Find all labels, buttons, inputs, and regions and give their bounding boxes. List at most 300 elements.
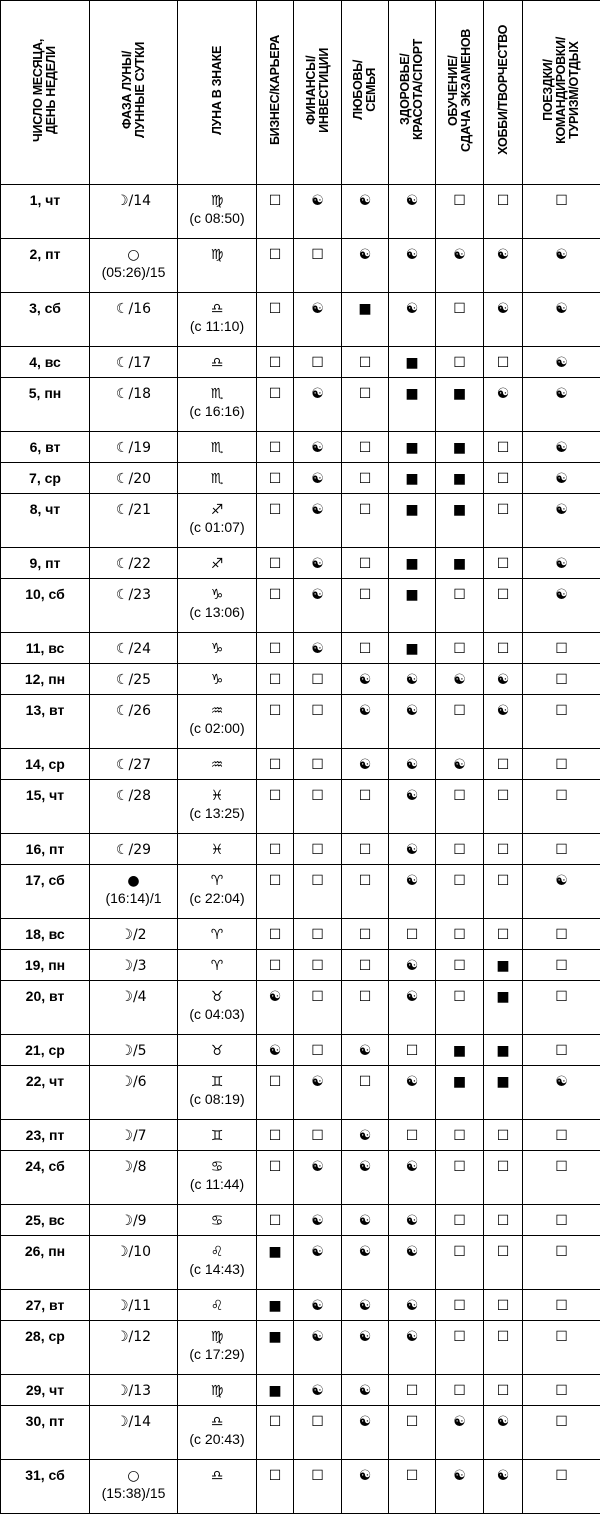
table-row bbox=[1, 865, 600, 919]
love-cell bbox=[342, 347, 389, 378]
love-cell bbox=[342, 1120, 389, 1151]
yin-yang-icon: ☯ bbox=[406, 671, 419, 689]
empty-box-icon: ☐ bbox=[269, 841, 282, 859]
yin-yang-icon: ☯ bbox=[406, 841, 419, 859]
empty-box-icon: ☐ bbox=[269, 702, 282, 720]
zodiac-sign-icon: ♋ bbox=[211, 1213, 224, 1229]
empty-box-icon: ☐ bbox=[269, 385, 282, 403]
col-love-header bbox=[342, 1, 389, 185]
table-row bbox=[1, 780, 600, 834]
love-cell bbox=[342, 981, 389, 1035]
day-cell: 24, сб bbox=[1, 1151, 90, 1205]
moon-sign-cell bbox=[178, 293, 257, 347]
study-cell bbox=[436, 834, 484, 865]
day-cell: 4, вс bbox=[1, 347, 90, 378]
yin-yang-icon: ☯ bbox=[406, 1073, 419, 1091]
study-cell bbox=[436, 865, 484, 919]
yin-yang-icon: ☯ bbox=[359, 1042, 372, 1060]
finance-cell bbox=[294, 664, 342, 695]
day-cell: 7, ср bbox=[1, 463, 90, 494]
yin-yang-icon: ☯ bbox=[311, 385, 324, 403]
love-cell bbox=[342, 1205, 389, 1236]
empty-box-icon: ☐ bbox=[269, 192, 282, 210]
health-cell bbox=[389, 1120, 436, 1151]
study-cell bbox=[436, 1290, 484, 1321]
moon-sign-cell bbox=[178, 633, 257, 664]
moon-phase-cell bbox=[90, 749, 178, 780]
filled-box-icon: ■ bbox=[358, 300, 371, 318]
zodiac-sign-icon: ♍ bbox=[211, 247, 224, 263]
hobby-cell bbox=[484, 981, 523, 1035]
col-health-header bbox=[389, 1, 436, 185]
empty-box-icon: ☐ bbox=[406, 1382, 419, 1400]
study-cell bbox=[436, 1120, 484, 1151]
col-day-header bbox=[1, 1, 90, 185]
study-cell bbox=[436, 950, 484, 981]
filled-box-icon: ■ bbox=[268, 1297, 281, 1315]
moon-phase-value: ☾/25 bbox=[116, 672, 151, 688]
day-cell: 21, ср bbox=[1, 1035, 90, 1066]
column-header-label: ФИНАНСЫ/ ИНВЕСТИЦИИ bbox=[305, 48, 331, 133]
empty-box-icon: ☐ bbox=[453, 192, 466, 210]
empty-box-icon: ☐ bbox=[311, 988, 324, 1006]
travel-cell bbox=[523, 1151, 600, 1205]
yin-yang-icon: ☯ bbox=[359, 1467, 372, 1485]
moon-phase-time: (15:38)/15 bbox=[90, 1485, 177, 1502]
health-cell bbox=[389, 1066, 436, 1120]
travel-cell bbox=[523, 347, 600, 378]
yin-yang-icon: ☯ bbox=[453, 756, 466, 774]
empty-box-icon: ☐ bbox=[359, 555, 372, 573]
health-cell bbox=[389, 919, 436, 950]
day-cell: 22, чт bbox=[1, 1066, 90, 1120]
zodiac-sign-icon: ♈ bbox=[211, 958, 224, 974]
moon-phase-cell bbox=[90, 463, 178, 494]
empty-box-icon: ☐ bbox=[269, 439, 282, 457]
business-cell bbox=[257, 1321, 294, 1375]
day-cell: 8, чт bbox=[1, 494, 90, 548]
hobby-cell bbox=[484, 633, 523, 664]
empty-box-icon: ☐ bbox=[555, 756, 568, 774]
zodiac-sign-icon: ♌ bbox=[211, 1298, 224, 1314]
moon-sign-time: (с 01:07) bbox=[178, 519, 256, 536]
zodiac-sign-icon: ♏ bbox=[211, 386, 224, 402]
filled-box-icon: ■ bbox=[268, 1382, 281, 1400]
moon-sign-time: (с 08:50) bbox=[178, 210, 256, 227]
zodiac-sign-icon: ♋ bbox=[211, 1159, 224, 1175]
empty-box-icon: ☐ bbox=[269, 926, 282, 944]
empty-box-icon: ☐ bbox=[359, 640, 372, 658]
hobby-cell bbox=[484, 185, 523, 239]
hobby-cell bbox=[484, 780, 523, 834]
study-cell bbox=[436, 749, 484, 780]
yin-yang-icon: ☯ bbox=[406, 756, 419, 774]
moon-sign-cell bbox=[178, 185, 257, 239]
study-cell bbox=[436, 579, 484, 633]
empty-box-icon: ☐ bbox=[359, 841, 372, 859]
empty-box-icon: ☐ bbox=[311, 1413, 324, 1431]
travel-cell bbox=[523, 749, 600, 780]
hobby-cell bbox=[484, 1460, 523, 1514]
empty-box-icon: ☐ bbox=[359, 586, 372, 604]
business-cell bbox=[257, 664, 294, 695]
table-body bbox=[1, 185, 600, 1514]
love-cell bbox=[342, 919, 389, 950]
yin-yang-icon: ☯ bbox=[453, 246, 466, 264]
empty-box-icon: ☐ bbox=[359, 787, 372, 805]
business-cell bbox=[257, 432, 294, 463]
empty-box-icon: ☐ bbox=[311, 841, 324, 859]
moon-phase-cell bbox=[90, 185, 178, 239]
moon-sign-cell bbox=[178, 865, 257, 919]
hobby-cell bbox=[484, 378, 523, 432]
love-cell bbox=[342, 432, 389, 463]
moon-sign-cell bbox=[178, 494, 257, 548]
empty-box-icon: ☐ bbox=[269, 756, 282, 774]
moon-sign-time: (с 13:25) bbox=[178, 805, 256, 822]
moon-phase-cell bbox=[90, 1321, 178, 1375]
empty-box-icon: ☐ bbox=[359, 988, 372, 1006]
moon-phase-cell bbox=[90, 1236, 178, 1290]
yin-yang-icon: ☯ bbox=[555, 354, 568, 372]
moon-sign-cell bbox=[178, 950, 257, 981]
empty-box-icon: ☐ bbox=[497, 872, 510, 890]
moon-phase-value: ☽/10 bbox=[116, 1244, 151, 1260]
hobby-cell bbox=[484, 950, 523, 981]
love-cell bbox=[342, 865, 389, 919]
yin-yang-icon: ☯ bbox=[269, 988, 282, 1006]
moon-phase-cell bbox=[90, 950, 178, 981]
filled-box-icon: ■ bbox=[453, 1042, 466, 1060]
health-cell bbox=[389, 1205, 436, 1236]
zodiac-sign-icon: ♍ bbox=[211, 1383, 224, 1399]
love-cell bbox=[342, 1066, 389, 1120]
yin-yang-icon: ☯ bbox=[359, 702, 372, 720]
col-hobby-header bbox=[484, 1, 523, 185]
empty-box-icon: ☐ bbox=[453, 702, 466, 720]
health-cell bbox=[389, 633, 436, 664]
finance-cell bbox=[294, 1205, 342, 1236]
moon-sign-cell bbox=[178, 1236, 257, 1290]
zodiac-sign-icon: ♉ bbox=[211, 1043, 224, 1059]
moon-sign-time: (с 20:43) bbox=[178, 1431, 256, 1448]
empty-box-icon: ☐ bbox=[453, 926, 466, 944]
filled-box-icon: ■ bbox=[405, 586, 418, 604]
finance-cell bbox=[294, 865, 342, 919]
moon-sign-cell bbox=[178, 579, 257, 633]
health-cell bbox=[389, 185, 436, 239]
empty-box-icon: ☐ bbox=[555, 1413, 568, 1431]
empty-box-icon: ☐ bbox=[269, 1413, 282, 1431]
yin-yang-icon: ☯ bbox=[406, 702, 419, 720]
business-cell bbox=[257, 185, 294, 239]
finance-cell bbox=[294, 1290, 342, 1321]
moon-phase-value: ☽/12 bbox=[116, 1329, 151, 1345]
yin-yang-icon: ☯ bbox=[497, 385, 510, 403]
moon-phase-value: ☾/17 bbox=[116, 355, 151, 371]
zodiac-sign-icon: ♓ bbox=[211, 788, 224, 804]
moon-sign-time: (с 13:06) bbox=[178, 604, 256, 621]
empty-box-icon: ☐ bbox=[453, 300, 466, 318]
hobby-cell bbox=[484, 1375, 523, 1406]
finance-cell bbox=[294, 1406, 342, 1460]
yin-yang-icon: ☯ bbox=[555, 300, 568, 318]
empty-box-icon: ☐ bbox=[497, 1158, 510, 1176]
finance-cell bbox=[294, 239, 342, 293]
business-cell bbox=[257, 1035, 294, 1066]
study-cell bbox=[436, 780, 484, 834]
moon-phase-value: ☽/6 bbox=[120, 1074, 146, 1090]
yin-yang-icon: ☯ bbox=[555, 385, 568, 403]
yin-yang-icon: ☯ bbox=[555, 439, 568, 457]
moon-phase-time: (05:26)/15 bbox=[90, 264, 177, 281]
moon-phase-cell bbox=[90, 1460, 178, 1514]
empty-box-icon: ☐ bbox=[269, 1212, 282, 1230]
column-header-label: ОБУЧЕНИЕ/ СДАЧА ЭКЗАМЕНОВ bbox=[447, 29, 473, 152]
finance-cell bbox=[294, 378, 342, 432]
moon-sign-cell bbox=[178, 463, 257, 494]
travel-cell bbox=[523, 950, 600, 981]
moon-phase-cell bbox=[90, 548, 178, 579]
empty-box-icon: ☐ bbox=[497, 841, 510, 859]
moon-sign-cell bbox=[178, 1205, 257, 1236]
study-cell bbox=[436, 1151, 484, 1205]
day-cell: 5, пн bbox=[1, 378, 90, 432]
empty-box-icon: ☐ bbox=[269, 555, 282, 573]
day-cell: 11, вс bbox=[1, 633, 90, 664]
empty-box-icon: ☐ bbox=[555, 957, 568, 975]
travel-cell bbox=[523, 1035, 600, 1066]
moon-sign-cell bbox=[178, 1460, 257, 1514]
moon-phase-cell bbox=[90, 1120, 178, 1151]
hobby-cell bbox=[484, 1151, 523, 1205]
hobby-cell bbox=[484, 749, 523, 780]
business-cell bbox=[257, 579, 294, 633]
moon-phase-cell bbox=[90, 834, 178, 865]
love-cell bbox=[342, 834, 389, 865]
travel-cell bbox=[523, 185, 600, 239]
empty-box-icon: ☐ bbox=[497, 586, 510, 604]
yin-yang-icon: ☯ bbox=[311, 1212, 324, 1230]
business-cell bbox=[257, 463, 294, 494]
love-cell bbox=[342, 239, 389, 293]
zodiac-sign-icon: ♒ bbox=[211, 757, 224, 773]
finance-cell bbox=[294, 1120, 342, 1151]
hobby-cell bbox=[484, 1236, 523, 1290]
moon-phase-cell bbox=[90, 664, 178, 695]
finance-cell bbox=[294, 1151, 342, 1205]
filled-box-icon: ■ bbox=[453, 385, 466, 403]
yin-yang-icon: ☯ bbox=[359, 671, 372, 689]
moon-phase-value: ☾/24 bbox=[116, 641, 151, 657]
love-cell bbox=[342, 1460, 389, 1514]
filled-box-icon: ■ bbox=[453, 439, 466, 457]
table-row bbox=[1, 347, 600, 378]
yin-yang-icon: ☯ bbox=[555, 872, 568, 890]
yin-yang-icon: ☯ bbox=[406, 1297, 419, 1315]
finance-cell bbox=[294, 579, 342, 633]
empty-box-icon: ☐ bbox=[269, 586, 282, 604]
business-cell bbox=[257, 633, 294, 664]
business-cell bbox=[257, 1120, 294, 1151]
love-cell bbox=[342, 1406, 389, 1460]
health-cell bbox=[389, 1460, 436, 1514]
empty-box-icon: ☐ bbox=[269, 246, 282, 264]
empty-box-icon: ☐ bbox=[555, 1467, 568, 1485]
yin-yang-icon: ☯ bbox=[359, 756, 372, 774]
health-cell bbox=[389, 950, 436, 981]
finance-cell bbox=[294, 834, 342, 865]
day-cell: 16, пт bbox=[1, 834, 90, 865]
love-cell bbox=[342, 1321, 389, 1375]
hobby-cell bbox=[484, 1035, 523, 1066]
yin-yang-icon: ☯ bbox=[311, 192, 324, 210]
moon-phase-value: ● bbox=[127, 873, 139, 889]
empty-box-icon: ☐ bbox=[497, 1243, 510, 1261]
finance-cell bbox=[294, 1321, 342, 1375]
empty-box-icon: ☐ bbox=[359, 1073, 372, 1091]
study-cell bbox=[436, 1321, 484, 1375]
empty-box-icon: ☐ bbox=[359, 872, 372, 890]
study-cell bbox=[436, 239, 484, 293]
study-cell bbox=[436, 378, 484, 432]
finance-cell bbox=[294, 1375, 342, 1406]
yin-yang-icon: ☯ bbox=[311, 439, 324, 457]
love-cell bbox=[342, 1290, 389, 1321]
moon-phase-cell bbox=[90, 919, 178, 950]
moon-sign-time: (с 22:04) bbox=[178, 890, 256, 907]
empty-box-icon: ☐ bbox=[311, 1042, 324, 1060]
moon-phase-cell bbox=[90, 347, 178, 378]
empty-box-icon: ☐ bbox=[497, 555, 510, 573]
love-cell bbox=[342, 463, 389, 494]
column-header-label: ЛУНА В ЗНАКЕ bbox=[211, 46, 224, 135]
moon-phase-cell bbox=[90, 579, 178, 633]
moon-sign-cell bbox=[178, 239, 257, 293]
empty-box-icon: ☐ bbox=[269, 1073, 282, 1091]
health-cell bbox=[389, 664, 436, 695]
filled-box-icon: ■ bbox=[453, 555, 466, 573]
business-cell bbox=[257, 1460, 294, 1514]
love-cell bbox=[342, 185, 389, 239]
empty-box-icon: ☐ bbox=[311, 1127, 324, 1145]
finance-cell bbox=[294, 749, 342, 780]
table-row bbox=[1, 548, 600, 579]
love-cell bbox=[342, 749, 389, 780]
hobby-cell bbox=[484, 1321, 523, 1375]
empty-box-icon: ☐ bbox=[359, 354, 372, 372]
yin-yang-icon: ☯ bbox=[497, 300, 510, 318]
finance-cell bbox=[294, 347, 342, 378]
empty-box-icon: ☐ bbox=[453, 640, 466, 658]
table-row bbox=[1, 1406, 600, 1460]
travel-cell bbox=[523, 919, 600, 950]
moon-phase-cell bbox=[90, 780, 178, 834]
health-cell bbox=[389, 780, 436, 834]
hobby-cell bbox=[484, 865, 523, 919]
yin-yang-icon: ☯ bbox=[406, 1243, 419, 1261]
moon-phase-value: ☽/8 bbox=[120, 1159, 146, 1175]
col-finance-header bbox=[294, 1, 342, 185]
moon-phase-value: ☽/4 bbox=[120, 989, 146, 1005]
health-cell bbox=[389, 463, 436, 494]
filled-box-icon: ■ bbox=[453, 501, 466, 519]
day-cell: 28, ср bbox=[1, 1321, 90, 1375]
empty-box-icon: ☐ bbox=[269, 300, 282, 318]
table-row bbox=[1, 1375, 600, 1406]
empty-box-icon: ☐ bbox=[555, 1328, 568, 1346]
yin-yang-icon: ☯ bbox=[406, 787, 419, 805]
business-cell bbox=[257, 494, 294, 548]
filled-box-icon: ■ bbox=[268, 1243, 281, 1261]
empty-box-icon: ☐ bbox=[311, 756, 324, 774]
love-cell bbox=[342, 579, 389, 633]
moon-phase-value: ☾/18 bbox=[116, 386, 151, 402]
moon-phase-time: (16:14)/1 bbox=[90, 890, 177, 907]
day-cell: 13, вт bbox=[1, 695, 90, 749]
moon-sign-cell bbox=[178, 378, 257, 432]
moon-sign-cell bbox=[178, 780, 257, 834]
moon-phase-value: ☽/7 bbox=[120, 1128, 146, 1144]
business-cell bbox=[257, 981, 294, 1035]
yin-yang-icon: ☯ bbox=[406, 1328, 419, 1346]
yin-yang-icon: ☯ bbox=[311, 501, 324, 519]
empty-box-icon: ☐ bbox=[497, 192, 510, 210]
yin-yang-icon: ☯ bbox=[311, 1328, 324, 1346]
empty-box-icon: ☐ bbox=[555, 1297, 568, 1315]
table-row bbox=[1, 1460, 600, 1514]
yin-yang-icon: ☯ bbox=[406, 957, 419, 975]
yin-yang-icon: ☯ bbox=[311, 1073, 324, 1091]
empty-box-icon: ☐ bbox=[311, 787, 324, 805]
yin-yang-icon: ☯ bbox=[555, 246, 568, 264]
empty-box-icon: ☐ bbox=[453, 586, 466, 604]
yin-yang-icon: ☯ bbox=[311, 1243, 324, 1261]
moon-phase-cell bbox=[90, 1066, 178, 1120]
table-row bbox=[1, 1236, 600, 1290]
moon-sign-cell bbox=[178, 664, 257, 695]
zodiac-sign-icon: ♒ bbox=[211, 703, 224, 719]
table-row bbox=[1, 664, 600, 695]
finance-cell bbox=[294, 548, 342, 579]
moon-sign-cell bbox=[178, 1066, 257, 1120]
empty-box-icon: ☐ bbox=[269, 1127, 282, 1145]
moon-sign-cell bbox=[178, 695, 257, 749]
love-cell bbox=[342, 548, 389, 579]
moon-phase-value: ☾/21 bbox=[116, 502, 151, 518]
health-cell bbox=[389, 1035, 436, 1066]
filled-box-icon: ■ bbox=[405, 555, 418, 573]
health-cell bbox=[389, 695, 436, 749]
zodiac-sign-icon: ♌ bbox=[211, 1244, 224, 1260]
table-row bbox=[1, 749, 600, 780]
empty-box-icon: ☐ bbox=[453, 957, 466, 975]
zodiac-sign-icon: ♈ bbox=[211, 873, 224, 889]
yin-yang-icon: ☯ bbox=[497, 702, 510, 720]
travel-cell bbox=[523, 378, 600, 432]
empty-box-icon: ☐ bbox=[497, 354, 510, 372]
empty-box-icon: ☐ bbox=[555, 702, 568, 720]
yin-yang-icon: ☯ bbox=[311, 1158, 324, 1176]
yin-yang-icon: ☯ bbox=[359, 192, 372, 210]
travel-cell bbox=[523, 780, 600, 834]
table-row bbox=[1, 981, 600, 1035]
empty-box-icon: ☐ bbox=[453, 1243, 466, 1261]
yin-yang-icon: ☯ bbox=[359, 1212, 372, 1230]
filled-box-icon: ■ bbox=[268, 1328, 281, 1346]
empty-box-icon: ☐ bbox=[269, 640, 282, 658]
empty-box-icon: ☐ bbox=[453, 1382, 466, 1400]
